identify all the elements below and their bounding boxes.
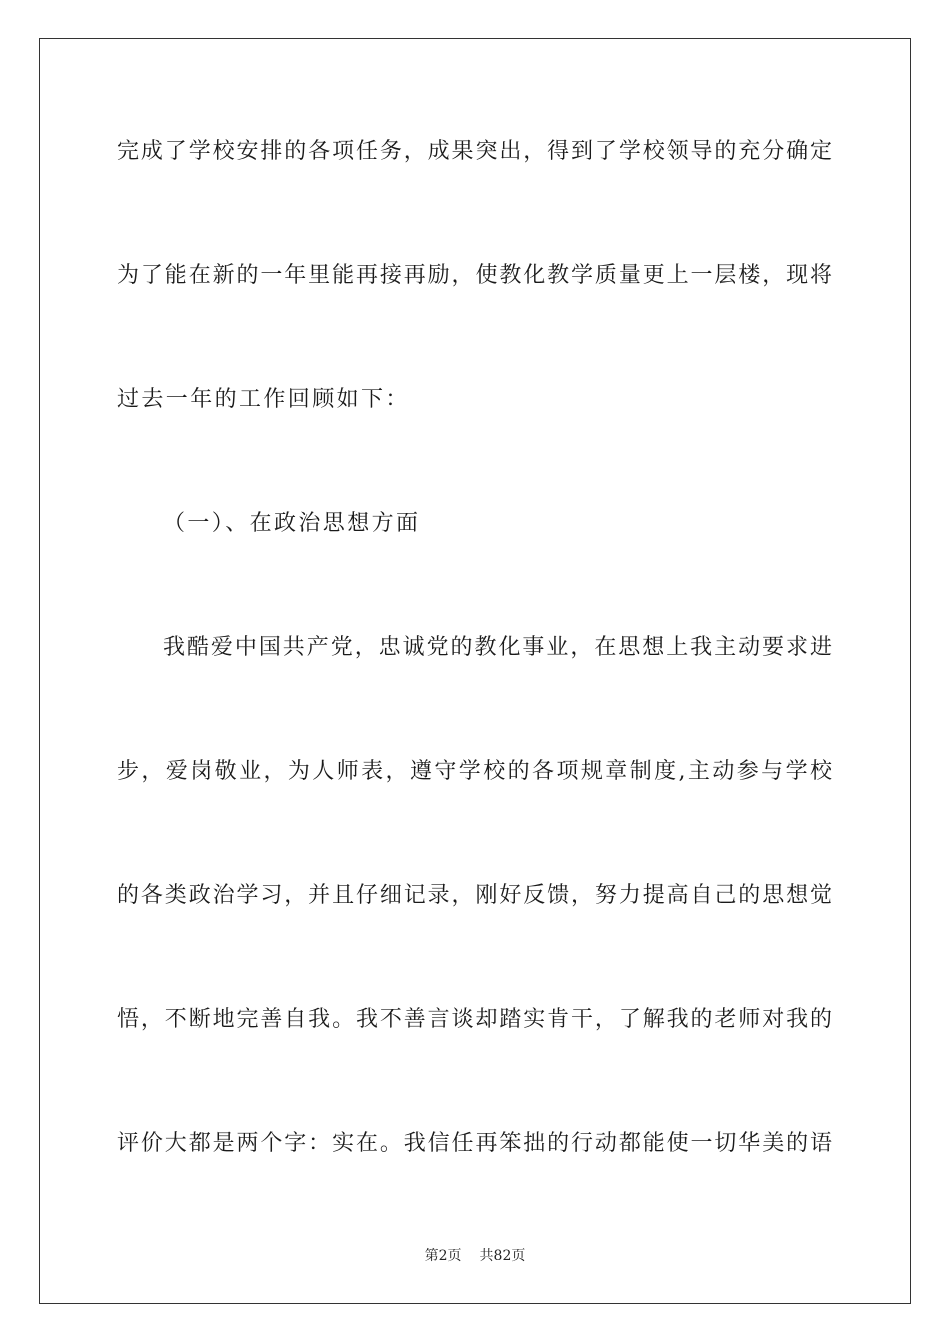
text-line-8: 悟，不断地完善自我。我不善言谈却踏实肯干，了解我的老师对我的 <box>117 1007 832 1032</box>
section-heading: （一）、在政治思想方面 <box>163 511 421 536</box>
text-line-5: 我酷爱中国共产党，忠诚党的教化事业，在思想上我主动要求进 <box>163 635 832 660</box>
text-line-6: 步，爱岗敬业，为人师表，遵守学校的各项规章制度,主动参与学校 <box>117 759 832 784</box>
text-line-7: 的各类政治学习，并且仔细记录，刚好反馈，努力提高自己的思想觉 <box>117 883 832 908</box>
text-line-1: 完成了学校安排的各项任务，成果突出，得到了学校领导的充分确定 <box>117 139 832 164</box>
text-line-9: 评价大都是两个字：实在。我信任再笨拙的行动都能使一切华美的语 <box>117 1131 832 1156</box>
page-total: 共82页 <box>479 1248 526 1264</box>
text-line-3: 过去一年的工作回顾如下： <box>117 387 410 412</box>
text-line-2: 为了能在新的一年里能再接再励，使教化教学质量更上一层楼，现将 <box>117 263 832 288</box>
page-number: 第2页 <box>424 1248 462 1264</box>
page-frame <box>39 38 911 1304</box>
page-footer <box>0 1247 950 1265</box>
